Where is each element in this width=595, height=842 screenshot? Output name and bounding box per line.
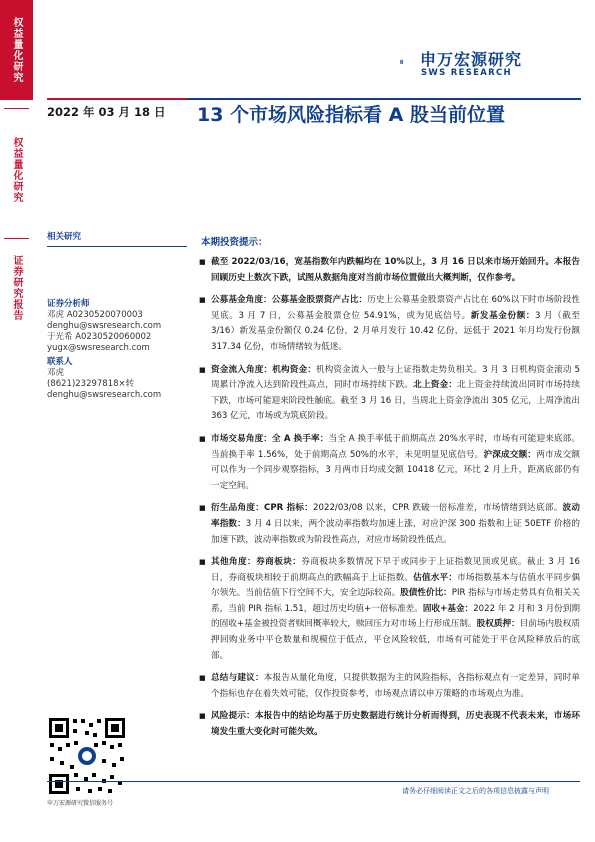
bullet-conclusion bbox=[197, 671, 580, 702]
sidebar-tab-report-type bbox=[0, 248, 33, 328]
sidebar bbox=[0, 0, 33, 842]
analyst-label: 证券分析师 bbox=[47, 298, 90, 309]
bullet-other bbox=[197, 555, 580, 664]
bullet-bold: 总结与建议： bbox=[211, 673, 264, 684]
bullet-text: 3 月 4 日以来，两个波动率指数均加速上涨，对应沪深 300 指数和上证 50ETF 价格的加速下跌，波动率指数或为阶段性高点，对应市场阶段性低点。 bbox=[211, 518, 580, 545]
contact-email[interactable]: denghu@swsresearch.com bbox=[47, 389, 162, 400]
bullet-bold: 市场交易角度：全 A 换手率： bbox=[211, 433, 329, 444]
bullet-text: 历史上公募基金股票资产占比在 60%以下时市场阶段性见底。3 月 7 日，公募基金股票仓位 54.91%，或为见底信号。 bbox=[211, 295, 580, 321]
qr-code-image bbox=[47, 716, 127, 796]
bullet-text: 机构资金流入一般与上证指数走势负相关。3 月 3 日机构资金滚动 5 周累计净流入达到阶段性高点，同时市场持续下跌。 bbox=[211, 364, 580, 391]
sidebar-tab-label: 权益量化研究 bbox=[11, 17, 22, 83]
bullet-text: 两市成交额可以作为一个同步观察指标，3 月两市日均成交额 10418 亿元，环比 2 月上升，距离底部仍有一定空间。 bbox=[211, 449, 580, 491]
report-date: 2022 年 03 月 18 日 bbox=[47, 105, 166, 119]
sidebar-tab-quant bbox=[0, 0, 33, 100]
divider bbox=[4, 238, 29, 239]
analyst-line: 邓虎 A0230520070003 bbox=[47, 309, 143, 320]
bullet-bold: 截至 2022/03/16，宽基指数年内跌幅均在 10%以上，3 月 16 日以来市场开始回升。本报告回顾历史上数次下跌，试图从数据角度对当前市场位置做出大概判断，仅作参考。 bbox=[211, 257, 580, 283]
footer-rule bbox=[47, 781, 580, 782]
bullet-derivatives bbox=[197, 501, 580, 548]
bullet-bold: 新发基金份额： bbox=[470, 310, 536, 321]
footer-disclaimer[interactable]: 请务必仔细阅读正文之后的各项信息披露与声明 bbox=[402, 787, 549, 795]
sidebar-tab-label: 权益量化研究 bbox=[11, 137, 22, 203]
bullet-text: 市场指数基本与估值水平同步偶尔领先。当前估值下行空间不大，安全边际较高。 bbox=[211, 572, 580, 599]
highlights-heading: 本期投资提示： bbox=[201, 237, 268, 248]
bullet-bold: 股债性价比： bbox=[400, 588, 452, 599]
bullet-fund bbox=[197, 293, 580, 355]
bullet-bold: 北上资金： bbox=[413, 380, 458, 391]
bullet-summary bbox=[197, 255, 580, 286]
bullet-bold: 波动率指数： bbox=[211, 503, 580, 529]
contact-label: 联系人 bbox=[47, 356, 73, 367]
bullet-text: 2022/03/08 以来，CPR 跌破一倍标准差，市场情绪到达底部。 bbox=[313, 503, 563, 514]
divider bbox=[4, 108, 29, 109]
sidebar-tab-quant-secondary bbox=[0, 115, 33, 225]
analyst-email[interactable]: yugx@swsresearch.com bbox=[47, 342, 150, 353]
bullet-text: PIR 指标与市场走势具有负相关关系，当前 PIR 指标 1.51，超过历史均值+一倍标准差。 bbox=[211, 588, 580, 614]
report-title: 13 个市场风险指标看 A 股当前位置 bbox=[197, 104, 505, 126]
logo-text-cn: 申万宏源研究 bbox=[420, 50, 523, 69]
qr-caption: 申万宏源研究微信服务号 bbox=[47, 800, 114, 807]
bullet-bold: 股权质押： bbox=[476, 619, 520, 630]
bullet-text: 北上资金持续流出同时市场持续下跌，市场可能迎来阶段性触底。截至 3 月 16 日，当周北上资金净流出 305 亿元，上周净流出 363 亿元，市场或为筑底阶段。 bbox=[211, 380, 580, 422]
bullet-text: 目前场内股权质押回购业务中平仓数量和规模位于低点，平仓风险较低，市场有可能处于平仓风险释放后的底部。 bbox=[211, 619, 580, 661]
bullet-bold: 公募基金角度：公募基金股票资产占比： bbox=[211, 295, 368, 306]
bullet-bold: 其他角度：券商板块： bbox=[211, 557, 302, 568]
bullet-bold: 风险提示：本报告中的结论均基于历史数据进行统计分析而得到，历史表现不代表未来，市场环境发生重大变化时可能失效。 bbox=[211, 711, 580, 738]
bullet-text: 券商板块多数情况下早于或同步于上证指数见顶或见底。截止 3 月 16 日，券商板块相较于前期高点的跌幅高于上证指数。 bbox=[211, 557, 580, 583]
bullet-risk bbox=[197, 709, 580, 740]
contact-name: 邓虎 bbox=[47, 367, 65, 378]
header-rule-blue bbox=[187, 98, 581, 100]
left-column bbox=[47, 232, 187, 401]
bullet-bold: 估值水平： bbox=[413, 572, 458, 583]
bullet-text: 2022 年 2 月和 3 月份到期的固收+基金被投资者赎回概率较大，赎回压力对市场上行形成压制。 bbox=[211, 603, 580, 630]
bullet-bold: 资金流入角度：机构资金： bbox=[211, 364, 316, 375]
bullet-text: 3 月（截至 3/16）新发基金份额仅 0.24 亿份，2 月单月发行 10.42 亿份，远低于 2021 年月均发行份额 317.34 亿份，市场情绪较为低迷。 bbox=[211, 310, 580, 352]
bullet-capital-flow bbox=[197, 363, 580, 425]
logo-text-en: SWS RESEARCH bbox=[421, 68, 512, 78]
header-rule-red bbox=[47, 98, 187, 100]
bullet-bold: 衍生品角度：CPR 指标： bbox=[211, 503, 314, 514]
bullet-bold: 固收+基金： bbox=[422, 603, 474, 614]
contact-phone: (8621)23297818×转 bbox=[47, 378, 135, 389]
analyst-line: 于光希 A0230520060002 bbox=[47, 331, 152, 342]
investment-highlights bbox=[197, 234, 580, 748]
bullet-bold: 沪深成交额： bbox=[483, 449, 537, 460]
bullet-text: 当全 A 换手率低于前期高点 20%水平时，市场有可能迎来底部。当前换手率 1.56%，处于前期高点 50%的水平，未见明显见底信号。 bbox=[211, 433, 580, 460]
related-research-label: 相关研究 bbox=[47, 232, 82, 242]
analyst-email[interactable]: denghu@swsresearch.com bbox=[47, 320, 162, 331]
sidebar-tab-label: 证券研究报告 bbox=[11, 255, 22, 321]
bullet-trading bbox=[197, 432, 580, 494]
bullet-text: 本报告从量化角度，只提供数据为主的风险指标，各指标观点有一定差异，同时单个指标也存在着失效可能，仅作投资参考，市场观点请以申万策略的市场观点为准。 bbox=[211, 673, 580, 699]
